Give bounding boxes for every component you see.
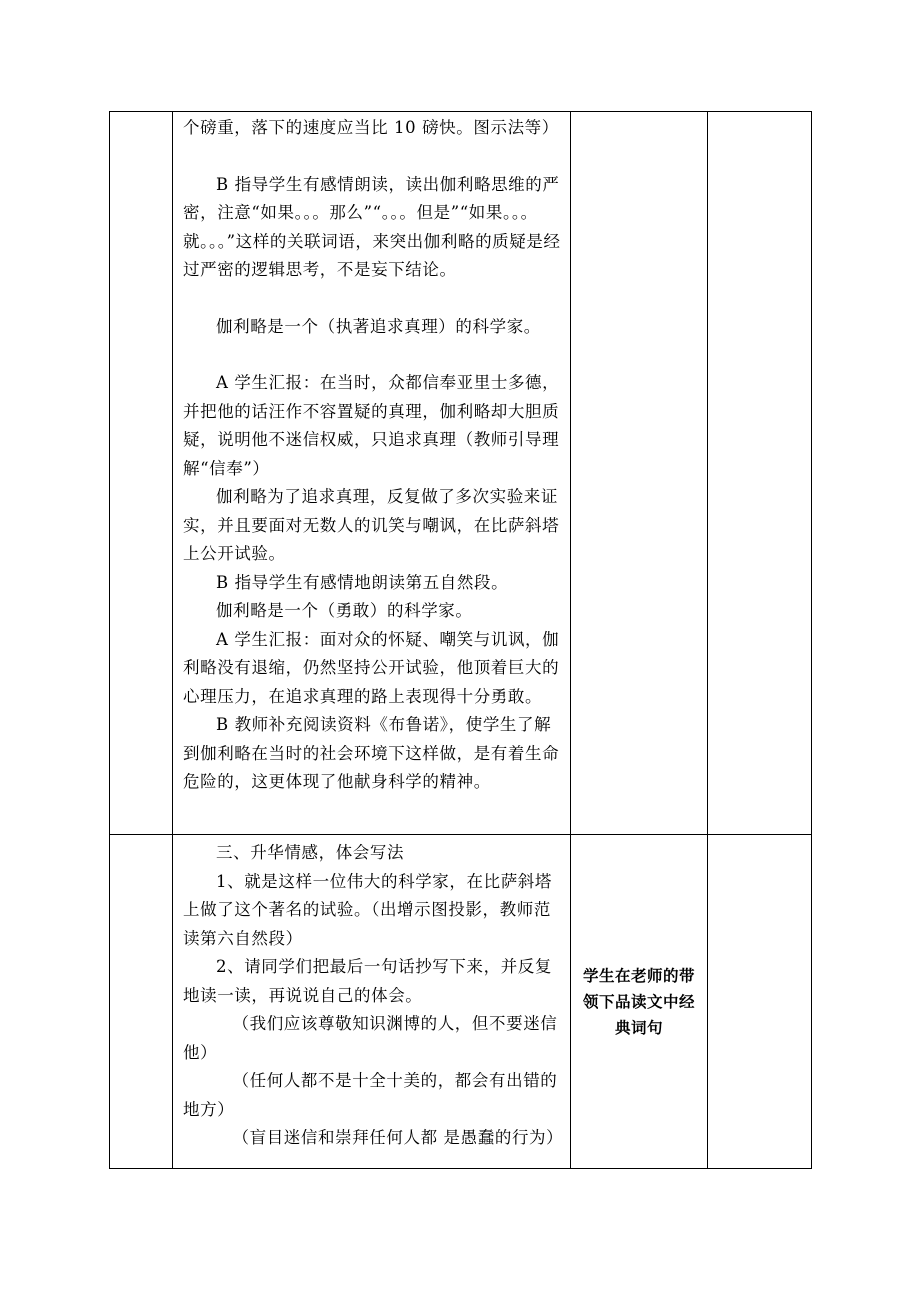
- teaching-content-cell: [173, 835, 571, 1169]
- table-row: [110, 112, 812, 835]
- paragraph: 2、请同学们把最后一句话抄写下来，并反复地读一读，再说说自己的体会。: [183, 957, 552, 1005]
- paragraph: （盲目迷信和崇拜任何人都 是愚蠢的行为）: [232, 1128, 564, 1147]
- step-cell: [110, 835, 173, 1169]
- paragraph: B 指导学生有感情地朗读第五自然段。: [216, 572, 509, 592]
- spacer: [183, 341, 568, 369]
- paragraph: 伽利略为了追求真理，反复做了多次实验来证实，并且要面对无数人的讥笑与嘲讽，在比萨斜塔上公开试验。: [183, 487, 560, 563]
- notes-cell: [708, 835, 812, 1169]
- table-row: [110, 835, 812, 1169]
- paragraph: （任何人都不是十全十美的，都会有出错的地方）: [183, 1071, 558, 1119]
- student-activity-cell: [571, 835, 708, 1169]
- teaching-content-cell: [173, 112, 571, 835]
- paragraph: 个磅重，落下的速度应当比 10 磅快。图示法等）: [183, 118, 559, 137]
- paragraph: 伽利略是一个（勇敢）的科学家。: [216, 601, 473, 620]
- student-activity-note: 学生在老师的带领下品读文中经典词句: [582, 967, 695, 1037]
- paragraph: A 学生汇报：在当时，众都信奉亚里士多德，并把他的话汪作不容置疑的真理，伽利略却大胆质疑，说明他不迷信权威，只追求真理（教师引导理解“信奉”）: [183, 373, 560, 478]
- paragraph: （我们应该尊敬知识渊博的人，但不要迷信他）: [183, 1014, 558, 1062]
- lesson-plan-table: [109, 111, 812, 1169]
- section-heading: 三、升华情感，体会写法: [216, 843, 405, 862]
- spacer: [183, 285, 568, 313]
- paragraph: B 教师补充阅读资料《布鲁诺》，使学生了解到伽利略在当时的社会环境下这样做，是有着生命危险的，这更体现了他献身科学的精神。: [183, 715, 560, 791]
- paragraph: 伽利略是一个（执著追求真理）的科学家。: [216, 316, 541, 336]
- student-activity-cell: [571, 112, 708, 835]
- paragraph: B 指导学生有感情朗读，读出伽利略思维的严密，注意“如果。。。那么”“。。。但是”“如果。。。就。。。”这样的关联词语，来突出伽利略的质疑是经过严密的逻辑思考，不是妄下结论。: [183, 174, 561, 279]
- paragraph: 1、就是这样一位伟大的科学家，在比萨斜塔上做了这个著名的试验。（出增示图投影，教师范读第六自然段）: [183, 871, 552, 948]
- step-cell: [110, 112, 173, 835]
- paragraph: A 学生汇报：面对众的怀疑、嘲笑与讥讽，伽利略没有退缩，仍然坚持公开试验，他顶着巨大的心理压力，在追求真理的路上表现得十分勇敢。: [183, 629, 560, 706]
- spacer: [183, 143, 568, 171]
- notes-cell: [708, 112, 812, 835]
